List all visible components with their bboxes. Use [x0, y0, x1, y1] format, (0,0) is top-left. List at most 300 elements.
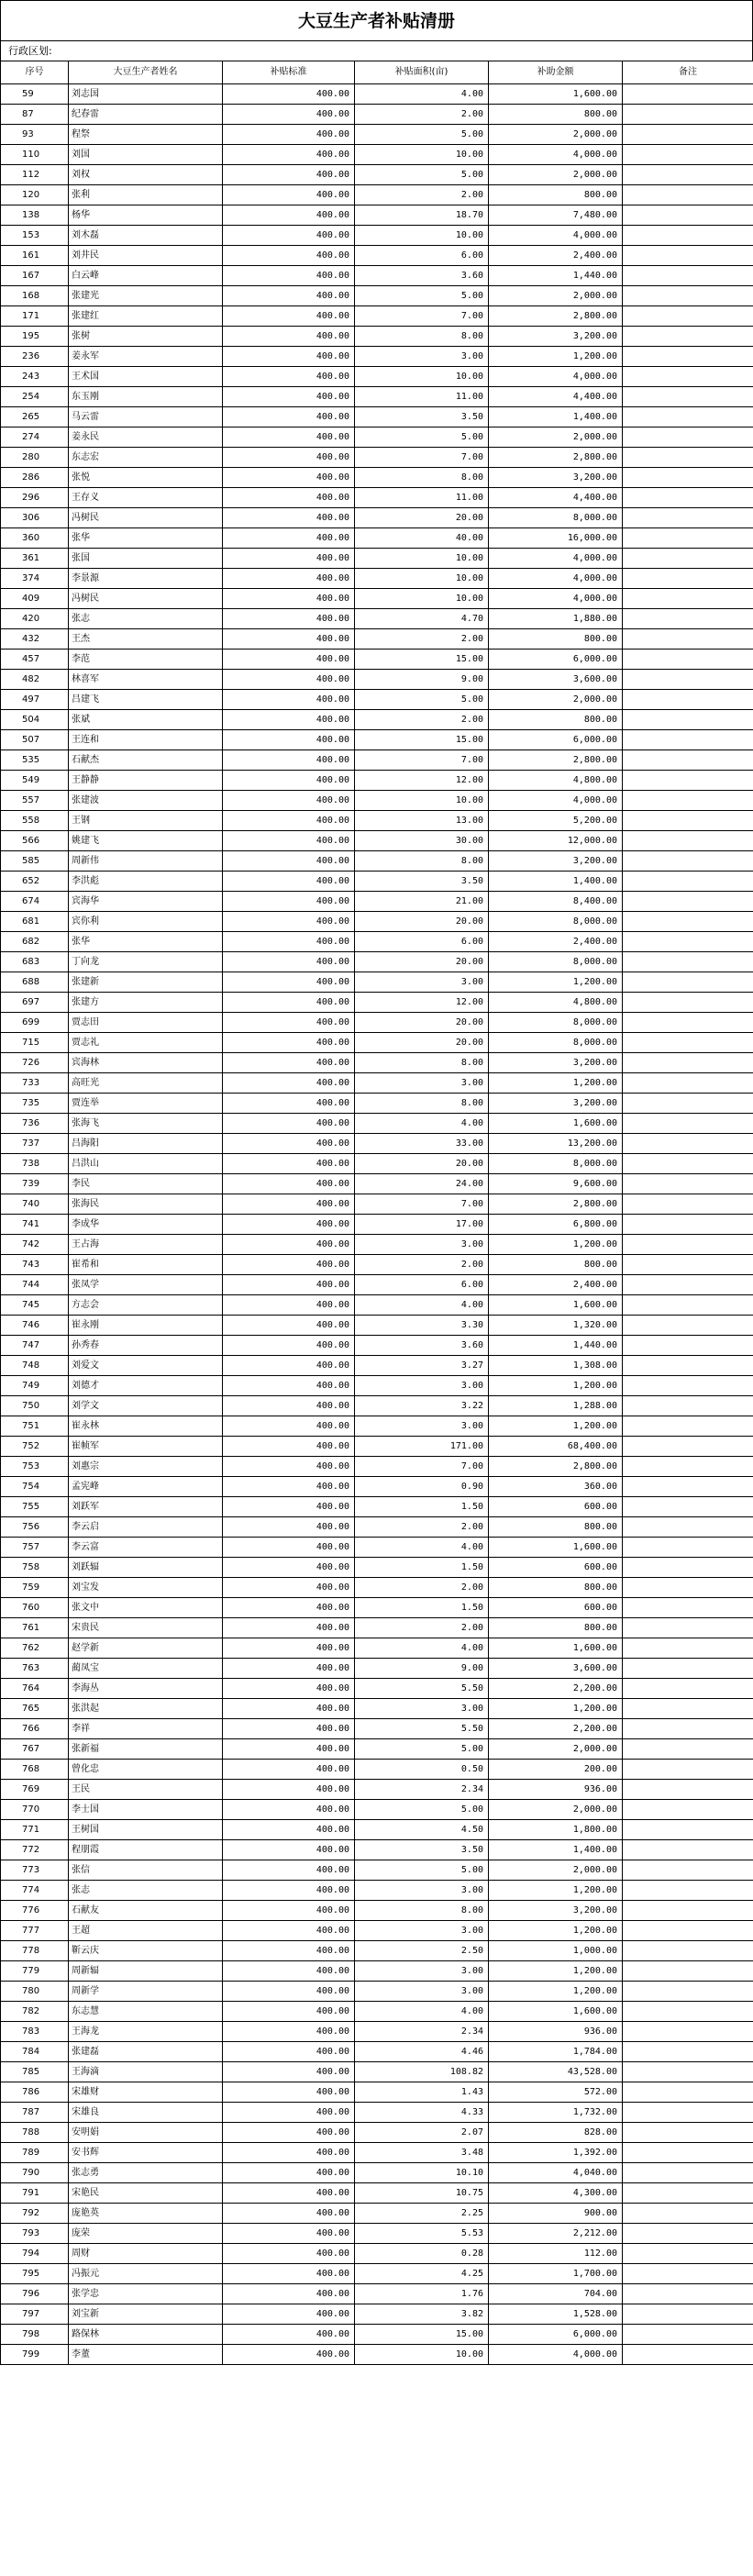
cell-standard[interactable]: 400.00: [223, 972, 355, 993]
cell-note[interactable]: [623, 1780, 753, 1800]
cell-area[interactable]: 7.00: [355, 306, 489, 327]
cell-no[interactable]: 432: [1, 629, 69, 650]
cell-note[interactable]: [623, 1800, 753, 1820]
cell-standard[interactable]: 400.00: [223, 1558, 355, 1578]
cell-amount[interactable]: 600.00: [489, 1598, 623, 1618]
cell-standard[interactable]: 400.00: [223, 1416, 355, 1437]
cell-amount[interactable]: 6,000.00: [489, 730, 623, 750]
cell-note[interactable]: [623, 528, 753, 549]
cell-note[interactable]: [623, 105, 753, 125]
cell-amount[interactable]: 1,440.00: [489, 1336, 623, 1356]
cell-standard[interactable]: 400.00: [223, 1699, 355, 1719]
cell-name[interactable]: 蔺凤宝: [69, 1659, 223, 1679]
cell-area[interactable]: 3.00: [355, 1881, 489, 1901]
cell-note[interactable]: [623, 1719, 753, 1739]
cell-standard[interactable]: 400.00: [223, 1134, 355, 1154]
cell-standard[interactable]: 400.00: [223, 1336, 355, 1356]
cell-standard[interactable]: 400.00: [223, 2284, 355, 2304]
cell-amount[interactable]: 1,200.00: [489, 1982, 623, 2002]
cell-name[interactable]: 孟宪峰: [69, 1477, 223, 1497]
cell-no[interactable]: 736: [1, 1114, 69, 1134]
cell-area[interactable]: 3.48: [355, 2143, 489, 2163]
cell-name[interactable]: 张树: [69, 327, 223, 347]
cell-note[interactable]: [623, 488, 753, 508]
cell-amount[interactable]: 8,000.00: [489, 508, 623, 528]
cell-name[interactable]: 刘跃军: [69, 1497, 223, 1517]
cell-note[interactable]: [623, 1517, 753, 1538]
cell-area[interactable]: 30.00: [355, 831, 489, 851]
cell-name[interactable]: 丁向龙: [69, 952, 223, 972]
cell-name[interactable]: 张悦: [69, 468, 223, 488]
cell-name[interactable]: 李祥: [69, 1719, 223, 1739]
cell-no[interactable]: 361: [1, 549, 69, 569]
cell-note[interactable]: [623, 1356, 753, 1376]
cell-no[interactable]: 535: [1, 750, 69, 771]
cell-note[interactable]: [623, 2022, 753, 2042]
cell-no[interactable]: 751: [1, 1416, 69, 1437]
cell-standard[interactable]: 400.00: [223, 1901, 355, 1921]
cell-standard[interactable]: 400.00: [223, 1114, 355, 1134]
cell-note[interactable]: [623, 589, 753, 609]
cell-area[interactable]: 2.00: [355, 1255, 489, 1275]
cell-area[interactable]: 2.00: [355, 1578, 489, 1598]
cell-amount[interactable]: 3,600.00: [489, 670, 623, 690]
cell-area[interactable]: 3.30: [355, 1316, 489, 1336]
cell-name[interactable]: 靳云庆: [69, 1941, 223, 1961]
cell-amount[interactable]: 4,800.00: [489, 771, 623, 791]
cell-note[interactable]: [623, 1094, 753, 1114]
cell-standard[interactable]: 400.00: [223, 407, 355, 427]
cell-no[interactable]: 797: [1, 2304, 69, 2325]
cell-name[interactable]: 贾连举: [69, 1094, 223, 1114]
cell-standard[interactable]: 400.00: [223, 1961, 355, 1982]
cell-note[interactable]: [623, 2325, 753, 2345]
cell-no[interactable]: 740: [1, 1194, 69, 1215]
cell-name[interactable]: 吕海阳: [69, 1134, 223, 1154]
cell-area[interactable]: 3.00: [355, 1073, 489, 1094]
cell-note[interactable]: [623, 609, 753, 629]
cell-area[interactable]: 10.00: [355, 549, 489, 569]
cell-no[interactable]: 753: [1, 1457, 69, 1477]
cell-standard[interactable]: 400.00: [223, 912, 355, 932]
cell-no[interactable]: 765: [1, 1699, 69, 1719]
cell-name[interactable]: 贾志田: [69, 1013, 223, 1033]
cell-name[interactable]: 石献友: [69, 1901, 223, 1921]
cell-area[interactable]: 1.50: [355, 1558, 489, 1578]
cell-standard[interactable]: 400.00: [223, 2022, 355, 2042]
cell-no[interactable]: 681: [1, 912, 69, 932]
cell-area[interactable]: 10.00: [355, 367, 489, 387]
cell-no[interactable]: 286: [1, 468, 69, 488]
cell-standard[interactable]: 400.00: [223, 286, 355, 306]
cell-no[interactable]: 773: [1, 1860, 69, 1881]
cell-no[interactable]: 761: [1, 1618, 69, 1638]
cell-note[interactable]: [623, 2183, 753, 2204]
cell-amount[interactable]: 1,784.00: [489, 2042, 623, 2062]
cell-name[interactable]: 刘爱文: [69, 1356, 223, 1376]
cell-standard[interactable]: 400.00: [223, 1982, 355, 2002]
cell-amount[interactable]: 704.00: [489, 2284, 623, 2304]
cell-area[interactable]: 20.00: [355, 952, 489, 972]
cell-standard[interactable]: 400.00: [223, 1941, 355, 1961]
cell-name[interactable]: 张海飞: [69, 1114, 223, 1134]
cell-note[interactable]: [623, 2042, 753, 2062]
cell-amount[interactable]: 1,600.00: [489, 1114, 623, 1134]
cell-area[interactable]: 7.00: [355, 750, 489, 771]
cell-no[interactable]: 758: [1, 1558, 69, 1578]
cell-note[interactable]: [623, 690, 753, 710]
cell-standard[interactable]: 400.00: [223, 1275, 355, 1295]
cell-amount[interactable]: 4,000.00: [489, 569, 623, 589]
cell-area[interactable]: 4.33: [355, 2103, 489, 2123]
cell-area[interactable]: 3.50: [355, 407, 489, 427]
cell-standard[interactable]: 400.00: [223, 1013, 355, 1033]
cell-amount[interactable]: 2,400.00: [489, 1275, 623, 1295]
cell-name[interactable]: 张建新: [69, 972, 223, 993]
cell-no[interactable]: 779: [1, 1961, 69, 1982]
cell-amount[interactable]: 1,700.00: [489, 2264, 623, 2284]
cell-amount[interactable]: 1,200.00: [489, 1921, 623, 1941]
cell-standard[interactable]: 400.00: [223, 2143, 355, 2163]
cell-note[interactable]: [623, 367, 753, 387]
cell-name[interactable]: 李云富: [69, 1538, 223, 1558]
cell-area[interactable]: 3.27: [355, 1356, 489, 1376]
cell-name[interactable]: 赵学新: [69, 1638, 223, 1659]
cell-standard[interactable]: 400.00: [223, 306, 355, 327]
cell-standard[interactable]: 400.00: [223, 1094, 355, 1114]
cell-standard[interactable]: 400.00: [223, 1255, 355, 1275]
cell-note[interactable]: [623, 2284, 753, 2304]
cell-area[interactable]: 3.60: [355, 266, 489, 286]
cell-amount[interactable]: 1,732.00: [489, 2103, 623, 2123]
cell-amount[interactable]: 800.00: [489, 1618, 623, 1638]
cell-amount[interactable]: 1,200.00: [489, 1073, 623, 1094]
cell-no[interactable]: 112: [1, 165, 69, 185]
cell-amount[interactable]: 1,400.00: [489, 1840, 623, 1860]
cell-note[interactable]: [623, 145, 753, 165]
cell-note[interactable]: [623, 1860, 753, 1881]
cell-area[interactable]: 2.00: [355, 105, 489, 125]
cell-note[interactable]: [623, 791, 753, 811]
cell-area[interactable]: 21.00: [355, 892, 489, 912]
cell-note[interactable]: [623, 1295, 753, 1316]
cell-amount[interactable]: 6,000.00: [489, 650, 623, 670]
cell-no[interactable]: 110: [1, 145, 69, 165]
cell-amount[interactable]: 2,000.00: [489, 1800, 623, 1820]
cell-area[interactable]: 4.00: [355, 1114, 489, 1134]
cell-standard[interactable]: 400.00: [223, 2204, 355, 2224]
cell-note[interactable]: [623, 1013, 753, 1033]
cell-standard[interactable]: 400.00: [223, 1780, 355, 1800]
cell-amount[interactable]: 3,200.00: [489, 1901, 623, 1921]
cell-amount[interactable]: 3,200.00: [489, 327, 623, 347]
cell-note[interactable]: [623, 1174, 753, 1194]
cell-note[interactable]: [623, 2304, 753, 2325]
cell-area[interactable]: 2.07: [355, 2123, 489, 2143]
cell-no[interactable]: 195: [1, 327, 69, 347]
cell-area[interactable]: 20.00: [355, 1154, 489, 1174]
cell-no[interactable]: 759: [1, 1578, 69, 1598]
cell-no[interactable]: 793: [1, 2224, 69, 2244]
cell-amount[interactable]: 2,212.00: [489, 2224, 623, 2244]
cell-area[interactable]: 9.00: [355, 670, 489, 690]
cell-note[interactable]: [623, 1154, 753, 1174]
cell-area[interactable]: 15.00: [355, 650, 489, 670]
cell-name[interactable]: 周新伟: [69, 851, 223, 872]
cell-amount[interactable]: 2,200.00: [489, 1719, 623, 1739]
cell-amount[interactable]: 1,200.00: [489, 1699, 623, 1719]
cell-area[interactable]: 3.00: [355, 1699, 489, 1719]
cell-amount[interactable]: 43,528.00: [489, 2062, 623, 2082]
cell-no[interactable]: 766: [1, 1719, 69, 1739]
cell-area[interactable]: 3.50: [355, 1840, 489, 1860]
cell-no[interactable]: 750: [1, 1396, 69, 1416]
cell-name[interactable]: 曾化忠: [69, 1760, 223, 1780]
cell-note[interactable]: [623, 1255, 753, 1275]
cell-note[interactable]: [623, 246, 753, 266]
cell-name[interactable]: 王海龙: [69, 2022, 223, 2042]
cell-area[interactable]: 15.00: [355, 730, 489, 750]
cell-amount[interactable]: 4,000.00: [489, 549, 623, 569]
cell-amount[interactable]: 1,200.00: [489, 1881, 623, 1901]
cell-note[interactable]: [623, 1316, 753, 1336]
cell-standard[interactable]: 400.00: [223, 670, 355, 690]
cell-note[interactable]: [623, 1881, 753, 1901]
cell-amount[interactable]: 8,000.00: [489, 1033, 623, 1053]
cell-name[interactable]: 姚建飞: [69, 831, 223, 851]
cell-standard[interactable]: 400.00: [223, 1316, 355, 1336]
cell-note[interactable]: [623, 1699, 753, 1719]
cell-name[interactable]: 安明娟: [69, 2123, 223, 2143]
cell-standard[interactable]: 400.00: [223, 549, 355, 569]
cell-note[interactable]: [623, 1457, 753, 1477]
cell-amount[interactable]: 3,200.00: [489, 851, 623, 872]
cell-area[interactable]: 3.82: [355, 2304, 489, 2325]
cell-note[interactable]: [623, 1053, 753, 1073]
cell-note[interactable]: [623, 831, 753, 851]
cell-name[interactable]: 周新辐: [69, 1961, 223, 1982]
cell-amount[interactable]: 12,000.00: [489, 831, 623, 851]
cell-area[interactable]: 4.46: [355, 2042, 489, 2062]
cell-note[interactable]: [623, 1961, 753, 1982]
cell-standard[interactable]: 400.00: [223, 2264, 355, 2284]
cell-name[interactable]: 王民: [69, 1780, 223, 1800]
cell-amount[interactable]: 2,200.00: [489, 1679, 623, 1699]
cell-standard[interactable]: 400.00: [223, 387, 355, 407]
cell-no[interactable]: 699: [1, 1013, 69, 1033]
cell-name[interactable]: 张建方: [69, 993, 223, 1013]
cell-standard[interactable]: 400.00: [223, 165, 355, 185]
cell-amount[interactable]: 4,000.00: [489, 226, 623, 246]
cell-note[interactable]: [623, 1033, 753, 1053]
cell-name[interactable]: 白云峰: [69, 266, 223, 286]
cell-standard[interactable]: 400.00: [223, 1840, 355, 1860]
cell-standard[interactable]: 400.00: [223, 2062, 355, 2082]
cell-amount[interactable]: 2,800.00: [489, 1457, 623, 1477]
cell-amount[interactable]: 3,200.00: [489, 1053, 623, 1073]
cell-amount[interactable]: 800.00: [489, 105, 623, 125]
cell-amount[interactable]: 2,000.00: [489, 1860, 623, 1881]
cell-name[interactable]: 张建光: [69, 286, 223, 306]
cell-area[interactable]: 3.00: [355, 1921, 489, 1941]
cell-area[interactable]: 5.00: [355, 1739, 489, 1760]
cell-amount[interactable]: 800.00: [489, 185, 623, 205]
cell-amount[interactable]: 4,000.00: [489, 2345, 623, 2365]
cell-no[interactable]: 746: [1, 1316, 69, 1336]
cell-name[interactable]: 王存义: [69, 488, 223, 508]
cell-area[interactable]: 4.00: [355, 1538, 489, 1558]
cell-no[interactable]: 360: [1, 528, 69, 549]
cell-note[interactable]: [623, 993, 753, 1013]
cell-no[interactable]: 557: [1, 791, 69, 811]
cell-standard[interactable]: 400.00: [223, 1215, 355, 1235]
cell-amount[interactable]: 13,200.00: [489, 1134, 623, 1154]
cell-standard[interactable]: 400.00: [223, 2082, 355, 2103]
cell-no[interactable]: 791: [1, 2183, 69, 2204]
cell-area[interactable]: 17.00: [355, 1215, 489, 1235]
cell-no[interactable]: 790: [1, 2163, 69, 2183]
cell-amount[interactable]: 800.00: [489, 1255, 623, 1275]
cell-name[interactable]: 李士国: [69, 1800, 223, 1820]
cell-standard[interactable]: 400.00: [223, 1154, 355, 1174]
cell-name[interactable]: 张志勇: [69, 2163, 223, 2183]
cell-name[interactable]: 冯振元: [69, 2264, 223, 2284]
cell-note[interactable]: [623, 266, 753, 286]
cell-standard[interactable]: 400.00: [223, 1497, 355, 1517]
cell-note[interactable]: [623, 750, 753, 771]
cell-name[interactable]: 王静静: [69, 771, 223, 791]
cell-amount[interactable]: 6,000.00: [489, 2325, 623, 2345]
cell-amount[interactable]: 1,880.00: [489, 609, 623, 629]
cell-note[interactable]: [623, 185, 753, 205]
cell-name[interactable]: 张学忠: [69, 2284, 223, 2304]
cell-name[interactable]: 东志慧: [69, 2002, 223, 2022]
cell-standard[interactable]: 400.00: [223, 125, 355, 145]
cell-no[interactable]: 783: [1, 2022, 69, 2042]
cell-area[interactable]: 6.00: [355, 1275, 489, 1295]
cell-no[interactable]: 757: [1, 1538, 69, 1558]
cell-standard[interactable]: 400.00: [223, 1578, 355, 1598]
cell-no[interactable]: 749: [1, 1376, 69, 1396]
cell-amount[interactable]: 1,320.00: [489, 1316, 623, 1336]
cell-amount[interactable]: 1,200.00: [489, 1961, 623, 1982]
cell-no[interactable]: 771: [1, 1820, 69, 1840]
cell-note[interactable]: [623, 205, 753, 226]
cell-name[interactable]: 方志会: [69, 1295, 223, 1316]
cell-standard[interactable]: 400.00: [223, 1396, 355, 1416]
cell-amount[interactable]: 800.00: [489, 629, 623, 650]
cell-name[interactable]: 张建红: [69, 306, 223, 327]
cell-standard[interactable]: 400.00: [223, 2103, 355, 2123]
cell-area[interactable]: 20.00: [355, 508, 489, 528]
cell-no[interactable]: 744: [1, 1275, 69, 1295]
cell-no[interactable]: 796: [1, 2284, 69, 2304]
cell-area[interactable]: 8.00: [355, 468, 489, 488]
cell-note[interactable]: [623, 2123, 753, 2143]
cell-name[interactable]: 孙秀春: [69, 1336, 223, 1356]
cell-name[interactable]: 刘学文: [69, 1396, 223, 1416]
cell-note[interactable]: [623, 2082, 753, 2103]
cell-standard[interactable]: 400.00: [223, 791, 355, 811]
cell-standard[interactable]: 400.00: [223, 1881, 355, 1901]
cell-amount[interactable]: 8,000.00: [489, 1013, 623, 1033]
cell-name[interactable]: 李洪彪: [69, 872, 223, 892]
cell-area[interactable]: 10.00: [355, 145, 489, 165]
cell-area[interactable]: 4.70: [355, 609, 489, 629]
cell-standard[interactable]: 400.00: [223, 1235, 355, 1255]
cell-note[interactable]: [623, 84, 753, 105]
cell-amount[interactable]: 3,200.00: [489, 1094, 623, 1114]
cell-name[interactable]: 贾志礼: [69, 1033, 223, 1053]
cell-amount[interactable]: 4,000.00: [489, 791, 623, 811]
cell-standard[interactable]: 400.00: [223, 468, 355, 488]
cell-no[interactable]: 138: [1, 205, 69, 226]
cell-area[interactable]: 3.50: [355, 872, 489, 892]
cell-no[interactable]: 764: [1, 1679, 69, 1699]
cell-amount[interactable]: 2,000.00: [489, 690, 623, 710]
cell-area[interactable]: 3.22: [355, 1396, 489, 1416]
cell-note[interactable]: [623, 1618, 753, 1638]
cell-amount[interactable]: 828.00: [489, 2123, 623, 2143]
cell-amount[interactable]: 2,000.00: [489, 125, 623, 145]
cell-no[interactable]: 772: [1, 1840, 69, 1860]
cell-note[interactable]: [623, 1376, 753, 1396]
cell-standard[interactable]: 400.00: [223, 892, 355, 912]
cell-area[interactable]: 12.00: [355, 993, 489, 1013]
cell-note[interactable]: [623, 1235, 753, 1255]
cell-area[interactable]: 8.00: [355, 1094, 489, 1114]
cell-amount[interactable]: 9,600.00: [489, 1174, 623, 1194]
cell-name[interactable]: 王连和: [69, 730, 223, 750]
cell-note[interactable]: [623, 1396, 753, 1416]
cell-standard[interactable]: 400.00: [223, 650, 355, 670]
cell-amount[interactable]: 3,600.00: [489, 1659, 623, 1679]
cell-amount[interactable]: 360.00: [489, 1477, 623, 1497]
cell-amount[interactable]: 2,400.00: [489, 932, 623, 952]
cell-standard[interactable]: 400.00: [223, 105, 355, 125]
cell-no[interactable]: 794: [1, 2244, 69, 2264]
cell-standard[interactable]: 400.00: [223, 448, 355, 468]
cell-note[interactable]: [623, 1215, 753, 1235]
cell-name[interactable]: 宋雄良: [69, 2103, 223, 2123]
cell-note[interactable]: [623, 549, 753, 569]
cell-amount[interactable]: 2,000.00: [489, 1739, 623, 1760]
cell-no[interactable]: 585: [1, 851, 69, 872]
cell-no[interactable]: 788: [1, 2123, 69, 2143]
cell-standard[interactable]: 400.00: [223, 1457, 355, 1477]
cell-area[interactable]: 2.00: [355, 1618, 489, 1638]
cell-standard[interactable]: 400.00: [223, 1618, 355, 1638]
cell-name[interactable]: 刘宝发: [69, 1578, 223, 1598]
cell-no[interactable]: 93: [1, 125, 69, 145]
cell-note[interactable]: [623, 1820, 753, 1840]
cell-standard[interactable]: 400.00: [223, 84, 355, 105]
cell-amount[interactable]: 16,000.00: [489, 528, 623, 549]
cell-no[interactable]: 738: [1, 1154, 69, 1174]
cell-area[interactable]: 9.00: [355, 1659, 489, 1679]
cell-note[interactable]: [623, 125, 753, 145]
cell-name[interactable]: 周新学: [69, 1982, 223, 2002]
cell-name[interactable]: 李海丛: [69, 1679, 223, 1699]
cell-note[interactable]: [623, 972, 753, 993]
cell-standard[interactable]: 400.00: [223, 1598, 355, 1618]
cell-note[interactable]: [623, 2204, 753, 2224]
cell-no[interactable]: 682: [1, 932, 69, 952]
cell-standard[interactable]: 400.00: [223, 1073, 355, 1094]
cell-amount[interactable]: 1,200.00: [489, 1235, 623, 1255]
cell-note[interactable]: [623, 347, 753, 367]
cell-standard[interactable]: 400.00: [223, 2224, 355, 2244]
